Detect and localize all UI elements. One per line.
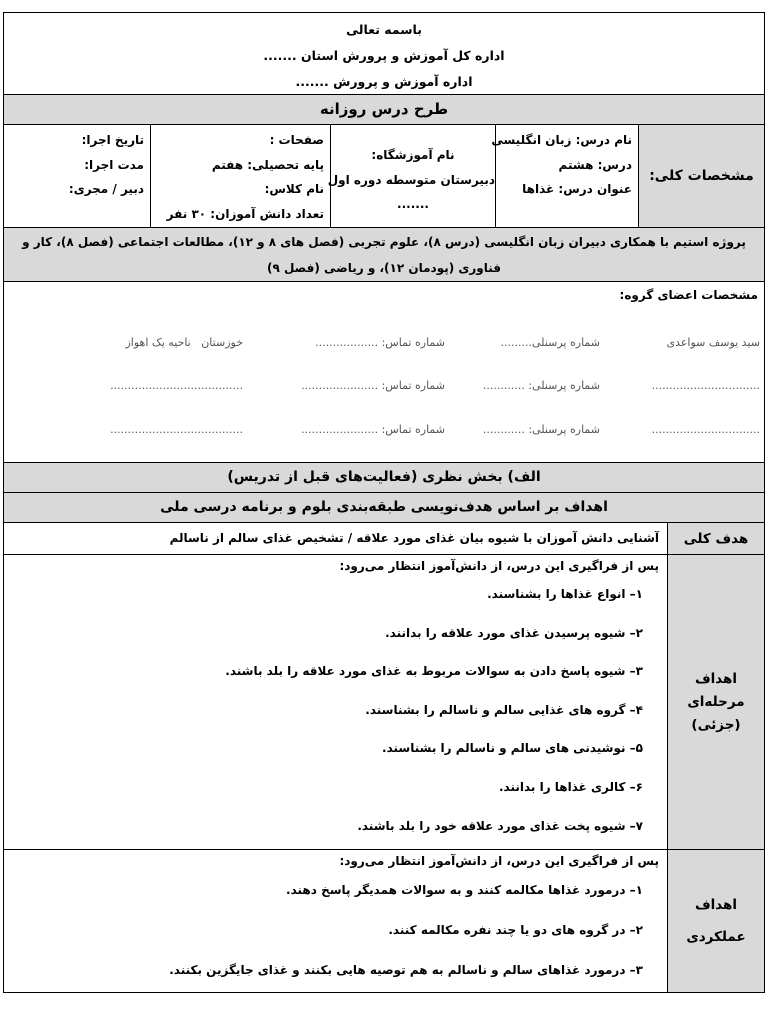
form-header — [4, 13, 764, 95]
grade-field: پایه تحصیلی: هفتم — [211, 157, 324, 172]
performance-goals-label — [667, 850, 764, 992]
objectives-title: اهداف بر اساس هدف‌نویسی طبقه‌بندی بلوم و برنامه درسی ملی — [4, 493, 764, 523]
member-name: سید یوسف سواعدی — [666, 336, 760, 349]
group-members-title: مشخصات اعضای گروه: — [619, 288, 758, 302]
member-location: ...................................... — [110, 423, 243, 436]
general-goal-row — [4, 523, 764, 555]
lesson-plan-form — [3, 12, 765, 993]
member-name: ............................... — [651, 423, 760, 436]
school-label: نام آموزشگاه: — [371, 148, 455, 162]
member-location: ...................................... — [110, 379, 243, 392]
header-invocation: باسمه تعالی — [346, 22, 422, 37]
stage-goals-content — [4, 555, 667, 849]
list-item: ۱– درمورد غذاها مکالمه کنند و به سوالات همدیگر پاسخ دهند. — [286, 883, 643, 897]
member-phone: شماره تماس: ...................... — [301, 379, 445, 392]
header-district-office: اداره آموزش و پرورش ....... — [295, 74, 473, 89]
group-members-section — [4, 282, 764, 463]
general-goal-text: آشنایی دانش آموزان با شیوه بیان غذای مورد علاقه / تشخیص غذای سالم از ناسالم — [169, 531, 659, 545]
course-topic: عنوان درس: غذاها — [522, 182, 632, 196]
execution-info-cell — [4, 125, 150, 227]
performance-goals-list — [4, 870, 667, 990]
course-name: نام درس: زبان انگلیسی — [491, 133, 632, 147]
execution-duration-field: مدت اجرا: — [84, 157, 144, 172]
header-provincial-office: اداره کل آموزش و پرورش استان ....... — [263, 48, 505, 63]
performance-goals-intro: پس از فراگیری این درس، از دانش‌آموز انتظار می‌رود: — [339, 854, 659, 868]
school-blank: ....... — [397, 197, 429, 211]
member-row — [4, 376, 764, 396]
course-info-cell — [491, 125, 638, 227]
member-location: خوزستان ناحیه یک اهواز — [125, 336, 243, 349]
execution-date-field: تاریخ اجرا: — [81, 133, 144, 147]
stage-goals-label-line: (جزئی) — [691, 716, 741, 733]
member-phone: شماره تماس: ...................... — [301, 423, 445, 436]
stage-goals-row — [4, 555, 764, 850]
student-count-field: تعداد دانش آموزان: ۳۰ نفر — [166, 206, 324, 221]
course-lesson: درس: هشتم — [558, 157, 632, 172]
list-item: ۴– گروه های غذایی سالم و ناسالم را بشناسند. — [365, 702, 643, 717]
member-phone: شماره تماس: .................. — [315, 336, 445, 349]
list-item: ۲– شیوه پرسیدن غذای مورد علاقه را بدانند. — [385, 625, 643, 640]
general-info-label: مشخصات کلی: — [638, 125, 764, 227]
list-item: ۳– شیوه پاسخ دادن به سوالات مربوط به غذای مورد علاقه را بلد باشند. — [225, 664, 643, 679]
list-item: ۳– درمورد غذاهای سالم و ناسالم به هم توصیه هایی بکنند و غذای جایگزین بکنند. — [169, 963, 643, 977]
class-name-field: نام کلاس: — [264, 182, 324, 196]
list-item: ۵– نوشیدنی های سالم و ناسالم را بشناسند. — [382, 741, 643, 756]
list-item: ۱– انواع غذاها را بشناسند. — [487, 587, 643, 601]
member-row — [4, 420, 764, 440]
member-row — [4, 333, 764, 353]
member-personnel-number: شماره پرسنلی......... — [500, 336, 600, 349]
list-item: ۲– در گروه های دو یا چند نفره مکالمه کنند. — [388, 923, 643, 937]
general-goal-label: هدف کلی — [667, 523, 764, 554]
project-description: پروژه استیم با همکاری دبیران زبان انگلیسی (درس ۸)، علوم تجربی (فصل های ۸ و ۱۲)، مطالعات اجتماعی (فصل ۸)، کار و فناوری (پودمان ۱۲)، و ریاضی (فصل ۹) — [4, 228, 764, 282]
member-personnel-number: شماره پرسنلی: ............ — [482, 379, 600, 392]
stage-goals-intro: پس از فراگیری این درس، از دانش‌آموز انتظار می‌رود: — [339, 559, 659, 573]
school-name: دبیرستان متوسطه دوره اول — [327, 172, 495, 187]
pages-field: صفحات : — [269, 133, 324, 147]
performance-goals-content — [4, 850, 667, 992]
form-title: طرح درس روزانه — [4, 95, 764, 125]
list-item: ۶– کالری غذاها را بدانند. — [498, 779, 643, 794]
stage-goals-label-line: مرحله‌ای — [687, 693, 745, 710]
list-item: ۷– شیوه پخت غذای مورد علاقه خود را بلد باشند. — [357, 818, 643, 833]
stage-goals-list — [4, 575, 667, 845]
performance-goals-row — [4, 850, 764, 992]
school-info-cell — [327, 125, 495, 227]
member-name: ............................... — [651, 379, 760, 392]
performance-goals-label-line: اهداف — [694, 897, 738, 913]
stage-goals-label — [667, 555, 764, 849]
stage-goals-label-line: اهداف — [694, 670, 738, 687]
general-info-row — [4, 125, 764, 228]
theory-section-title: الف) بخش نظری (فعالیت‌های قبل از تدریس) — [4, 463, 764, 493]
teacher-field: دبیر / مجری: — [68, 182, 144, 196]
member-personnel-number: شماره پرسنلی: ............ — [482, 423, 600, 436]
performance-goals-label-line: عملکردی — [686, 929, 746, 945]
class-info-cell — [150, 125, 330, 227]
